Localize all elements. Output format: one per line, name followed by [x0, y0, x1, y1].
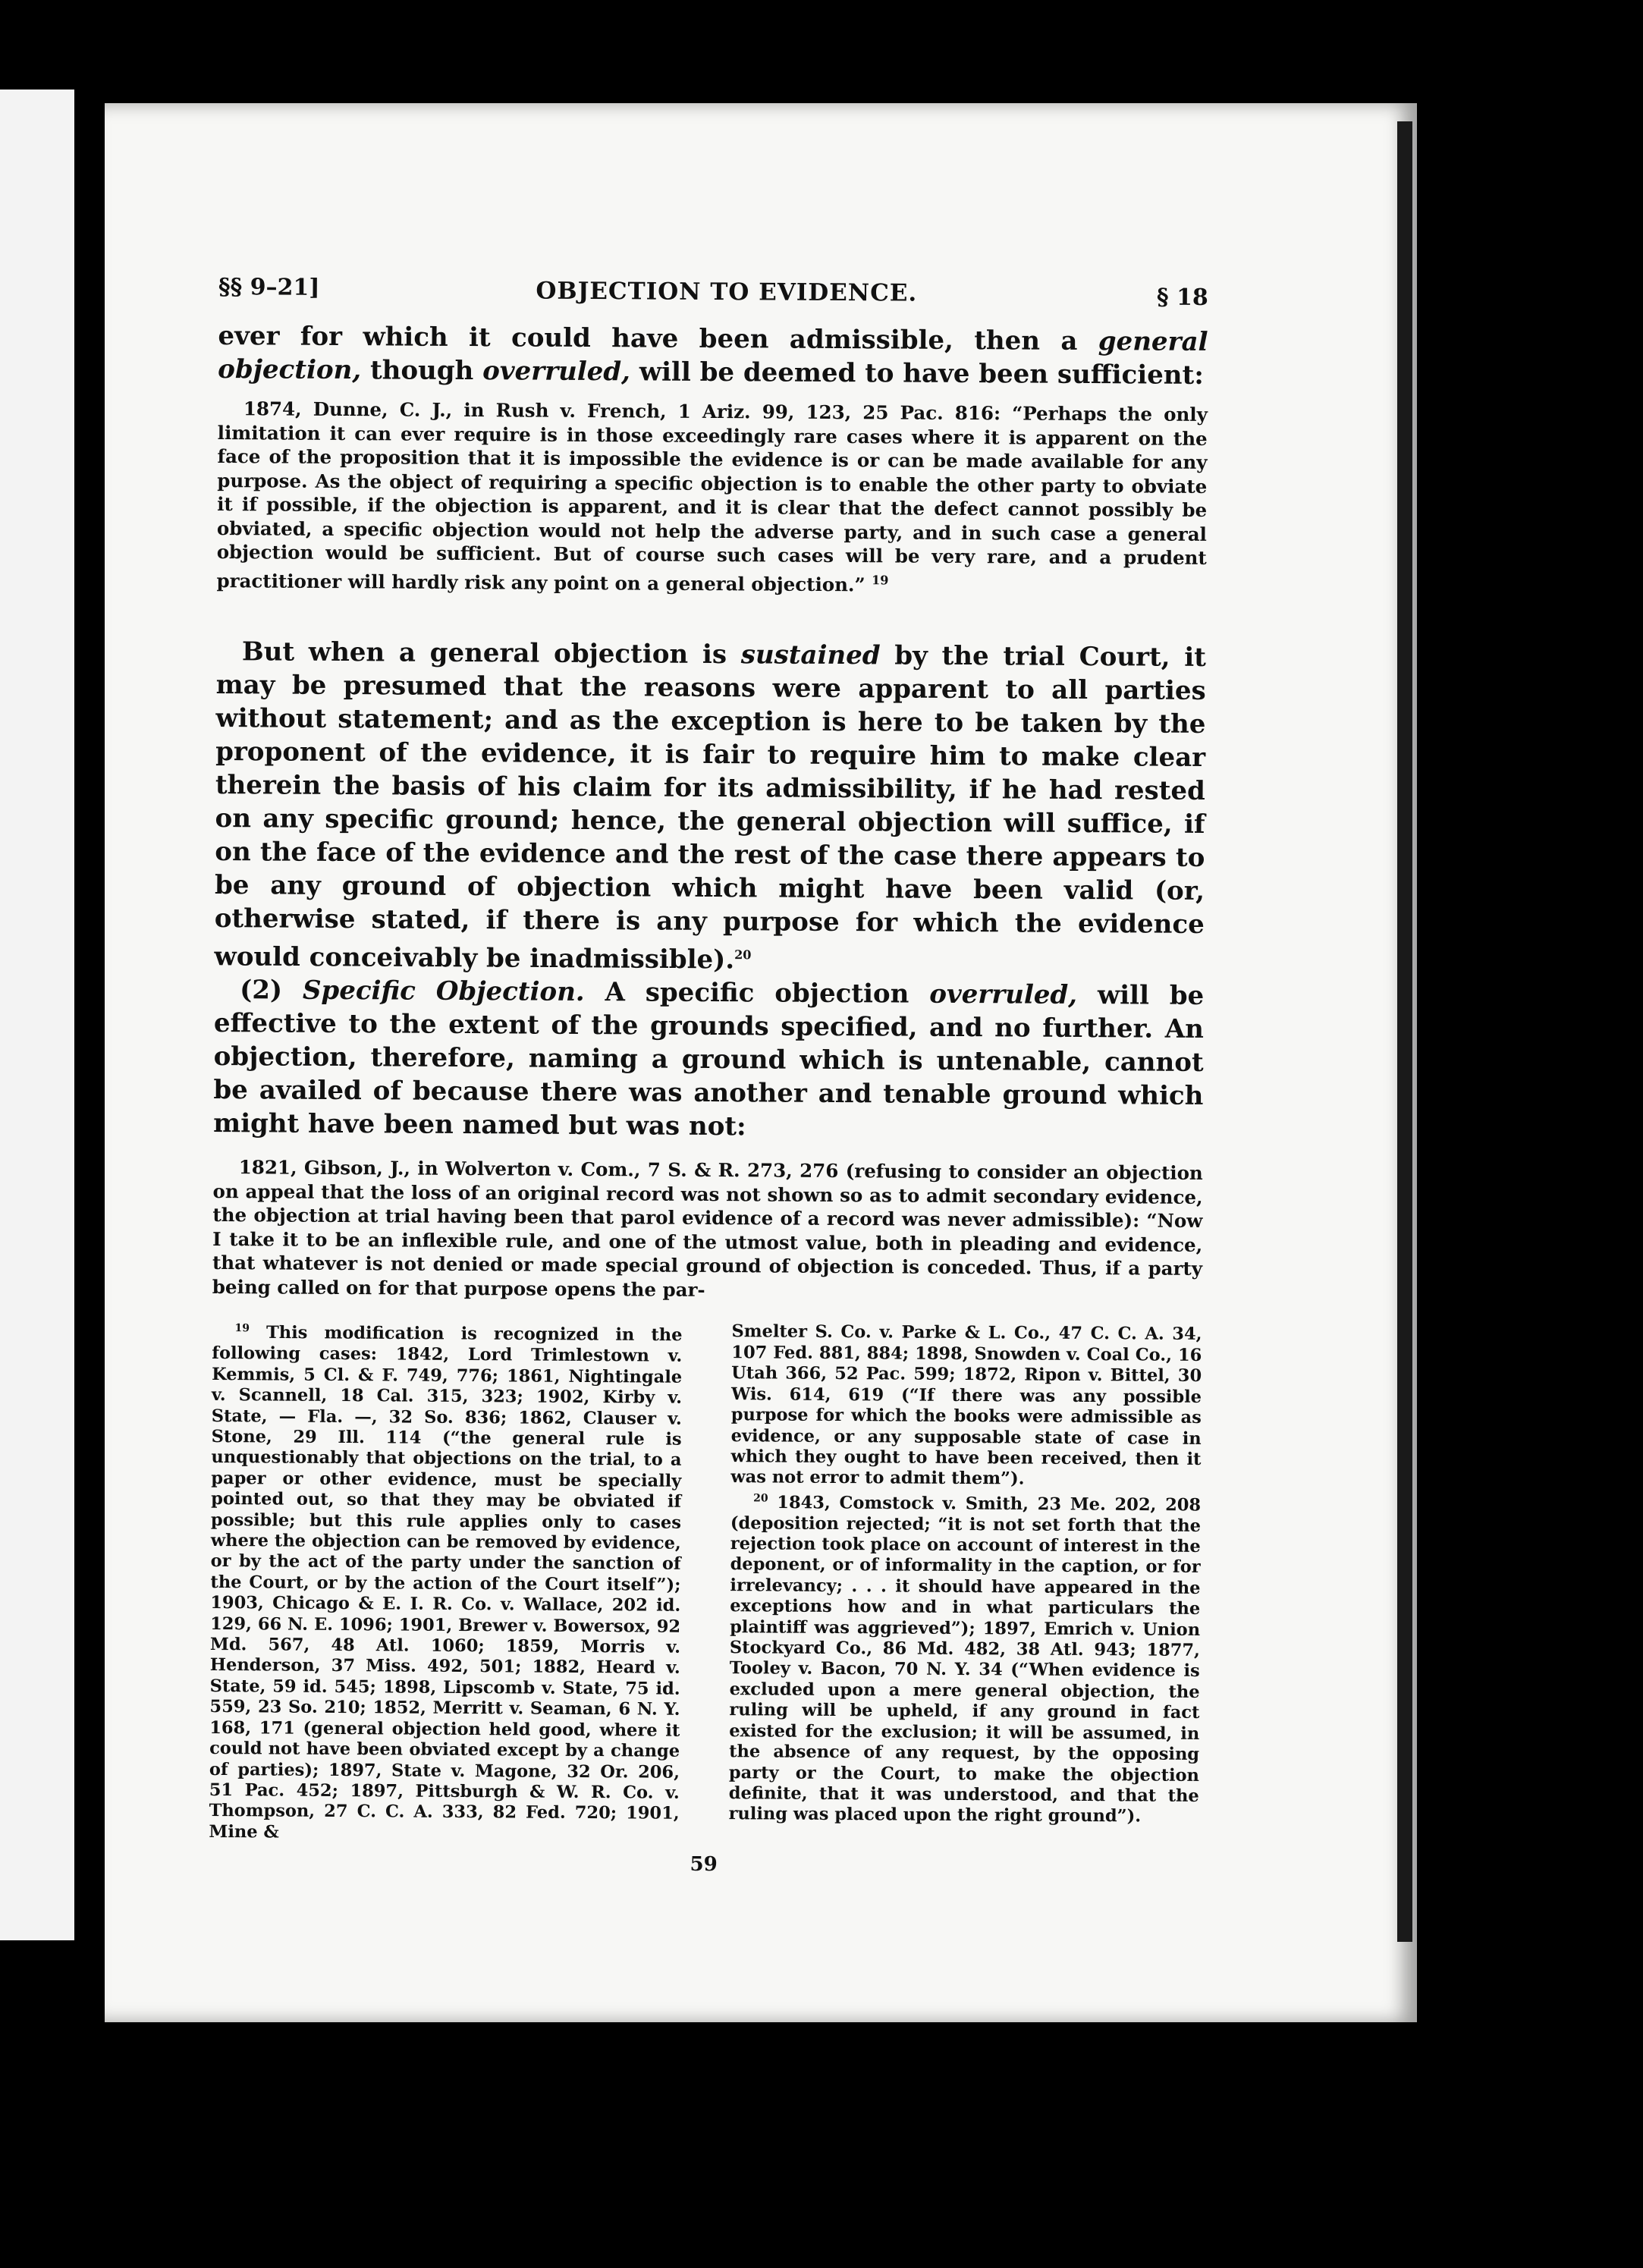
- footnote-20-number: 20: [753, 1492, 768, 1505]
- sustained-italic: sustained: [740, 639, 881, 671]
- footnote-19: [209, 1318, 682, 1845]
- page-number: 59: [690, 1852, 718, 1877]
- specific-text-2: A specific objection: [584, 977, 930, 1010]
- left-page-edge: [0, 90, 74, 1940]
- sustained-text-2: by the trial Court, it may be presumed that the reasons were apparent to all parties without statement; and as the exception is here to be taken by the proponent of the evidence, it is fair to require him to make clear therein the basis of his claim for its admissibility, if he had rested on any specific ground; hence, the general objection will suffice, if on the face of the evidence and the rest of the case there appears to be any ground of objection which might have been valid (or, otherwise stated, if there is any purpose for which the evidence would conceivably be inadmissible).: [214, 640, 1207, 975]
- binding-shadow: [1397, 121, 1412, 1942]
- footnote-column-right: [728, 1322, 1202, 1849]
- book-page: [105, 103, 1417, 2022]
- dunne-quotation: [216, 397, 1208, 598]
- dunne-quote-text: “Perhaps the only limitation it can ever require is in those exceedingly rare cases where it is apparent on the face of the proposition that it is impossible the evidence is or can be made available for any purpose. As the object of requiring a specific objection is to enable the other party to obviate it if possible, if the objection is apparent, and it is clear that the defect cannot possibly be obviated, a specific objection would not help the adverse party, and in such case a general objection would be sufficient. But of course such cases will be very rare, and a prudent practitioner will hardly risk any point on a general objection.”: [216, 402, 1208, 595]
- sustained-objection-paragraph: [214, 635, 1206, 979]
- specific-text-3: will be effective to the extent of the grounds specified, and no further. An objection, therefore, naming a ground which is untenable, cannot be availed of because there was another and tenable ground which might have been named but was not:: [213, 980, 1205, 1142]
- specific-text-1: (2): [240, 975, 303, 1007]
- intro-italic-1: general objection,: [218, 326, 1208, 386]
- specific-heading: Specific Objection.: [302, 975, 585, 1008]
- section-mark: § 18: [1156, 284, 1208, 311]
- running-head-title: OBJECTION TO EVIDENCE.: [536, 277, 918, 307]
- dunne-citation: 1874, Dunne, C. J., in Rush v. French, 1 Ariz. 99, 123, 25 Pac. 816:: [243, 397, 1013, 425]
- intro-text-1: ever for which it could have been admissible, then a: [218, 320, 1098, 357]
- page-content: [209, 274, 1208, 1879]
- gibson-citation: 1821, Gibson, J., in Wolverton v. Com., 7 S. & R. 273, 276: [238, 1156, 846, 1183]
- intro-text-3: will be deemed to have been sufficient:: [630, 357, 1204, 391]
- footnote-20: [729, 1488, 1202, 1828]
- sustained-text-1: But when a general objection is: [241, 636, 741, 671]
- footnote-ref-20: 20: [734, 947, 752, 963]
- intro-italic-2: overruled,: [482, 356, 631, 388]
- gibson-quote-text: (refusing to consider an objection on appeal that the loss of an original record was not shown so as to admit secondary evidence, the objection at trial having been that parol evidence of a record was never admissible): “Now I take it to be an inflexible rule, and one of the utmost value, both in pleading and evidence, that whatever is not denied or made special ground of objection is conceded. Thus, if a party being called on for that purpose opens the par-: [212, 1160, 1203, 1301]
- footnotes: [209, 1318, 1202, 1849]
- footnote-ref-19: 19: [872, 572, 889, 587]
- footnote-19-number: 19: [234, 1322, 250, 1335]
- footnote-column-left: [209, 1318, 682, 1845]
- gibson-quotation: [212, 1155, 1203, 1305]
- specific-italic: overruled,: [929, 979, 1078, 1011]
- footnote-19-text: This modification is recognized in the following cases: 1842, Lord Trimlestown v. Kemmis, 5 Cl. & F. 749, 776; 1861, Nightingale v. Scannell, 18 Cal. 315, 323; 1902, Kirby v. State, — Fla. —, 32 So. 836; 1862, Clauser v. Stone, 29 Ill. 114 (“the general rule is unquestionably that objections on the trial, to a paper or other evidence, must be specially pointed out, so that they may be obviated if possible; but this rule applies only to cases where the objection can be removed by evidence, or by the act of the party under the sanction of the Court, or by the action of the Court itself”); 1903, Chicago & E. I. R. Co. v. Wallace, 202 id. 129, 66 N. E. 1096; 1901, Brewer v. Bowersox, 92 Md. 567, 48 Atl. 1060; 1859, Morris v. Henderson, 37 Miss. 492, 501; 1882, Heard v. State, 59 id. 545; 1898, Lipscomb v. State, 75 id. 559, 23 So. 210; 1852, Merritt v. Seaman, 6 N. Y. 168, 171 (general objection held good, where it could not have been obviated except by a change of parties); 1897, State v. Magone, 32 Or. 206, 51 Pac. 452; 1897, Pittsburgh & W. R. Co. v. Thompson, 27 C. C. A. 333, 82 Fed. 720; 1901, Mine &: [209, 1323, 683, 1842]
- intro-paragraph: [218, 319, 1208, 392]
- specific-objection-paragraph: [213, 973, 1204, 1146]
- footnote-19-continuation: Smelter S. Co. v. Parke & L. Co., 47 C. C. A. 34, 107 Fed. 881, 884; 1898, Snowden v. Coal Co., 16 Utah 366, 52 Pac. 599; 1872, Ripon v. Bittel, 30 Wis. 614, 619 (“If there was any possible purpose for which the books were admissible as evidence, or any supposable state of case in which they ought to have been received, then it was not error to admit them”).: [730, 1321, 1202, 1489]
- intro-text-2: though: [361, 355, 483, 387]
- section-range: §§ 9–21]: [218, 274, 320, 301]
- footnote-20-text: 1843, Comstock v. Smith, 23 Me. 202, 208 (deposition rejected; “it is not set forth that the rejection took place on account of interest in the deponent, or of informality in the caption, or for irrelevancy; . . . it should have appeared in the exceptions how and in what particulars the plaintiff was aggrieved”); 1897, Emrich v. Union Stockyard Co., 86 Md. 482, 38 Atl. 943; 1877, Tooley v. Bacon, 70 N. Y. 34 (“When evidence is excluded upon a mere general objection, the ruling will be upheld, if any ground in fact existed for the exclusion; it will be assumed, in the absence of any request, by the opposing party or the Court, to make the objection definite, that it was understood, and that the ruling was placed upon the right ground”).: [728, 1492, 1202, 1827]
- running-head: [218, 274, 1208, 322]
